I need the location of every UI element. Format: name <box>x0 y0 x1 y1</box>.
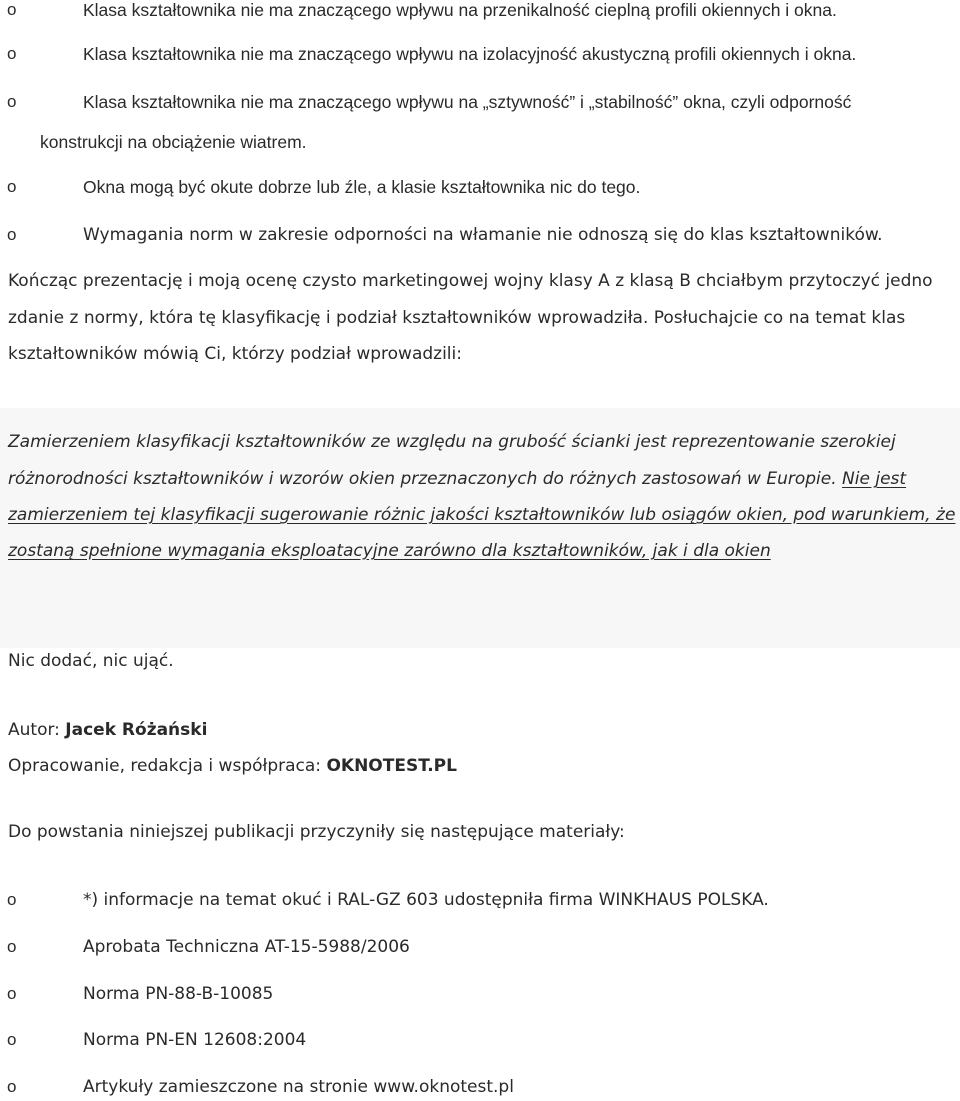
bullet-marker: o <box>7 1030 17 1049</box>
quote-line <box>8 469 906 489</box>
list-item-text: Klasa kształtownika nie ma znaczącego wpływu na przenikalność cieplną profili okiennych i okna. <box>83 0 837 20</box>
quote-line-text: różnorodności kształtowników i wzorów okien przeznaczonych do różnych zastosowań w Europie. <box>8 469 837 489</box>
list-item-text: Klasa kształtownika nie ma znaczącego wpływu na „sztywność” i „stabilność” okna, czyli odporność <box>83 92 852 112</box>
quote-underlined-text: Nie jest <box>842 469 907 489</box>
list-item-text: Artykuły zamieszczone na stronie www.oknotest.pl <box>83 1077 514 1097</box>
list-item-text: Klasa kształtownika nie ma znaczącego wpływu na izolacyjność akustyczną profili okiennych i okna. <box>83 44 857 64</box>
list-item-continuation: konstrukcji na obciążenie wiatrem. <box>40 132 307 152</box>
bullet-marker: o <box>7 890 17 909</box>
bullet-marker: o <box>7 177 17 196</box>
bullet-marker: o <box>7 1077 17 1096</box>
list-item-text: Norma PN-EN 12608:2004 <box>83 1030 307 1050</box>
paragraph-line: Kończąc prezentację i moją ocenę czysto marketingowej wojny klasy A z klasą B chciałbym przytoczyć jedno <box>8 271 933 291</box>
sources-intro: Do powstania niniejszej publikacji przyczyniły się następujące materiały: <box>8 822 625 842</box>
paragraph-line: kształtowników mówią Ci, którzy podział wprowadzili: <box>8 344 462 364</box>
list-item-text: Okna mogą być okute dobrze lub źle, a klasie kształtownika nic do tego. <box>83 177 641 197</box>
bullet-marker: o <box>7 225 17 244</box>
author-label: Autor: <box>8 720 60 740</box>
bullet-marker: o <box>7 937 17 956</box>
editing-line <box>8 756 457 776</box>
list-item-text: Aprobata Techniczna AT-15-5988/2006 <box>83 937 410 957</box>
author-name: Jacek Różański <box>65 720 208 740</box>
list-item-text: Norma PN-88-B-10085 <box>83 984 274 1004</box>
editing-label: Opracowanie, redakcja i współpraca: <box>8 756 322 776</box>
paragraph-line: zdanie z normy, która tę klasyfikację i podział kształtowników wprowadziła. Posłuchajcie co na temat klas <box>8 308 906 328</box>
quote-underlined-line: zostaną spełnione wymagania eksploatacyjne zarówno dla kształtowników, jak i dla okien <box>8 541 771 561</box>
author-line <box>8 720 207 740</box>
bullet-marker: o <box>7 44 17 63</box>
bullet-marker: o <box>7 92 17 111</box>
closing-line: Nic dodać, nic ująć. <box>8 651 174 671</box>
editing-org: OKNOTEST.PL <box>326 756 457 776</box>
quote-line: Zamierzeniem klasyfikacji kształtowników ze względu na grubość ścianki jest reprezentowanie szerokiej <box>8 432 896 452</box>
list-item-text: Wymagania norm w zakresie odporności na włamanie nie odnoszą się do klas kształtowników. <box>83 225 883 245</box>
list-item-text: *) informacje na temat okuć i RAL-GZ 603 udostępniła firma WINKHAUS POLSKA. <box>83 890 769 910</box>
quote-underlined-line: zamierzeniem tej klasyfikacji sugerowanie różnic jakości kształtowników lub osiągów okien, pod warunkiem, że <box>8 505 956 525</box>
bullet-marker: o <box>7 0 17 19</box>
bullet-marker: o <box>7 984 17 1003</box>
